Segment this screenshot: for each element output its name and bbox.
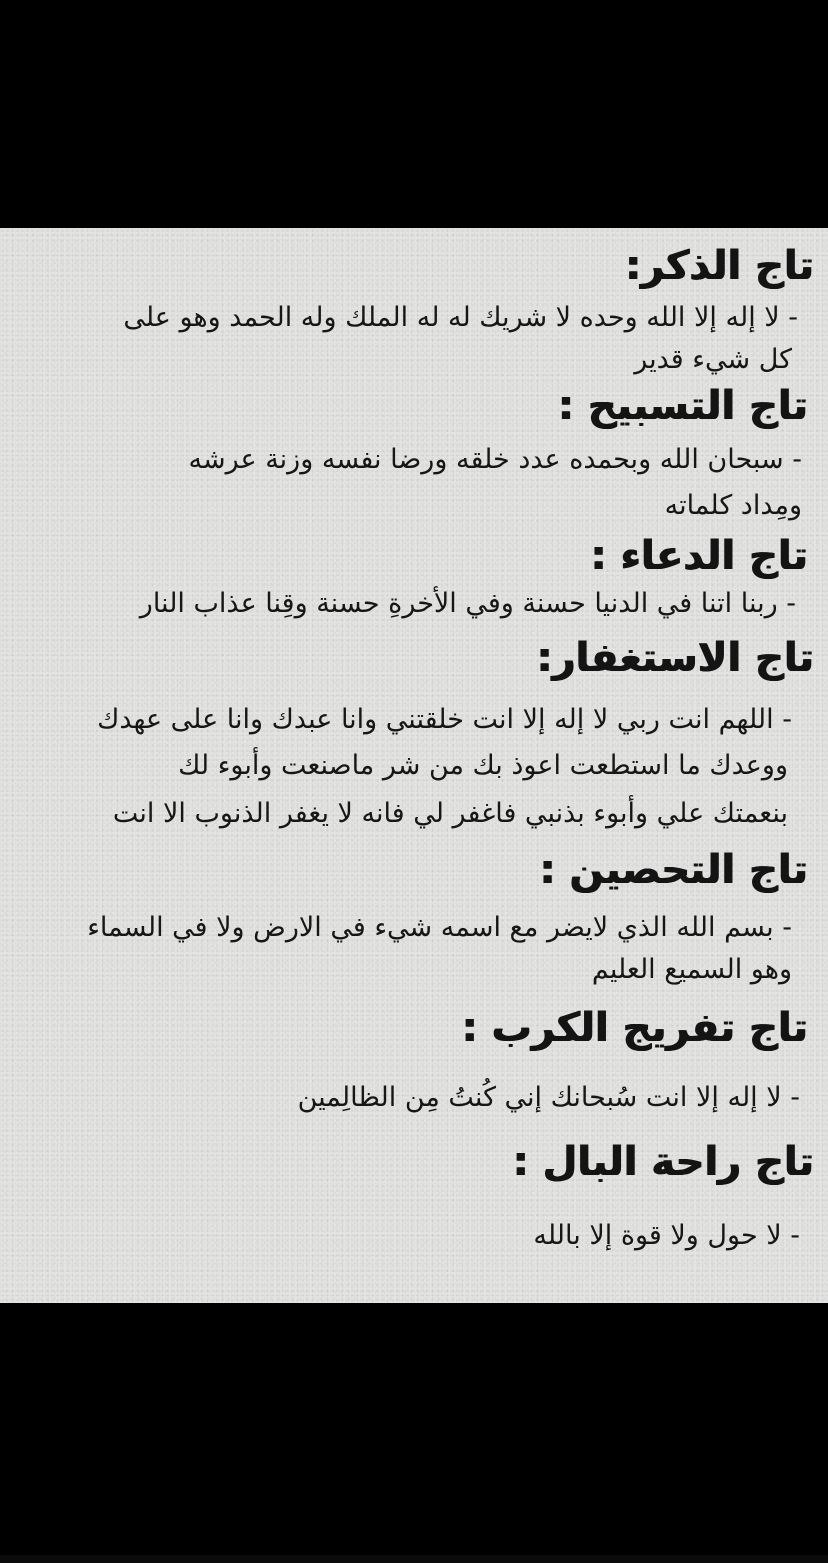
section-heading-rahat-albal: تاج راحة البال : <box>512 1139 814 1185</box>
section-text-line: ومِداد كلماته <box>664 490 802 521</box>
section-text-line: بنعمتك علي وأبوء بذنبي فاغفر لي فانه لا يغفر الذنوب الا انت <box>112 798 788 829</box>
section-heading-istighfar: تاج الاستغفار: <box>536 635 814 681</box>
section-text-line: وهو السميع العليم <box>591 954 792 985</box>
section-text-line: - اللهم انت ربي لا إله إلا انت خلقتني وانا عبدك وانا على عهدك <box>97 704 792 735</box>
text-image-card <box>0 228 828 1303</box>
section-text-line: - بسم الله الذي لايضر مع اسمه شيء في الارض ولا في السماء <box>87 912 792 943</box>
section-heading-tasbih: تاج التسبيح : <box>558 383 808 429</box>
section-text-line: - سبحان الله وبحمده عدد خلقه ورضا نفسه وزنة عرشه <box>188 444 802 475</box>
bottom-edge <box>0 1555 828 1563</box>
azkar-content <box>0 228 828 1303</box>
section-text-line: كل شيء قدير <box>634 344 792 375</box>
section-heading-tafreej-alkarb: تاج تفريج الكرب : <box>461 1005 808 1051</box>
section-text-line: ووعدك ما استطعت اعوذ بك من شر ماصنعت وأبوء لك <box>178 750 788 781</box>
section-heading-dhikr: تاج الذكر: <box>625 243 814 289</box>
section-text-line: - ربنا اتنا في الدنيا حسنة وفي الأخرةِ حسنة وقِنا عذاب النار <box>139 588 796 619</box>
section-heading-tahseen: تاج التحصين : <box>539 847 808 893</box>
section-heading-dua: تاج الدعاء : <box>590 533 808 579</box>
section-text-line: - لا حول ولا قوة إلا بالله <box>533 1220 800 1251</box>
section-text-line: - لا إله إلا انت سُبحانك إني كُنتُ مِن الظالِمين <box>297 1082 800 1113</box>
section-text-line: - لا إله إلا الله وحده لا شريك له له الملك وله الحمد وهو على <box>123 302 798 333</box>
